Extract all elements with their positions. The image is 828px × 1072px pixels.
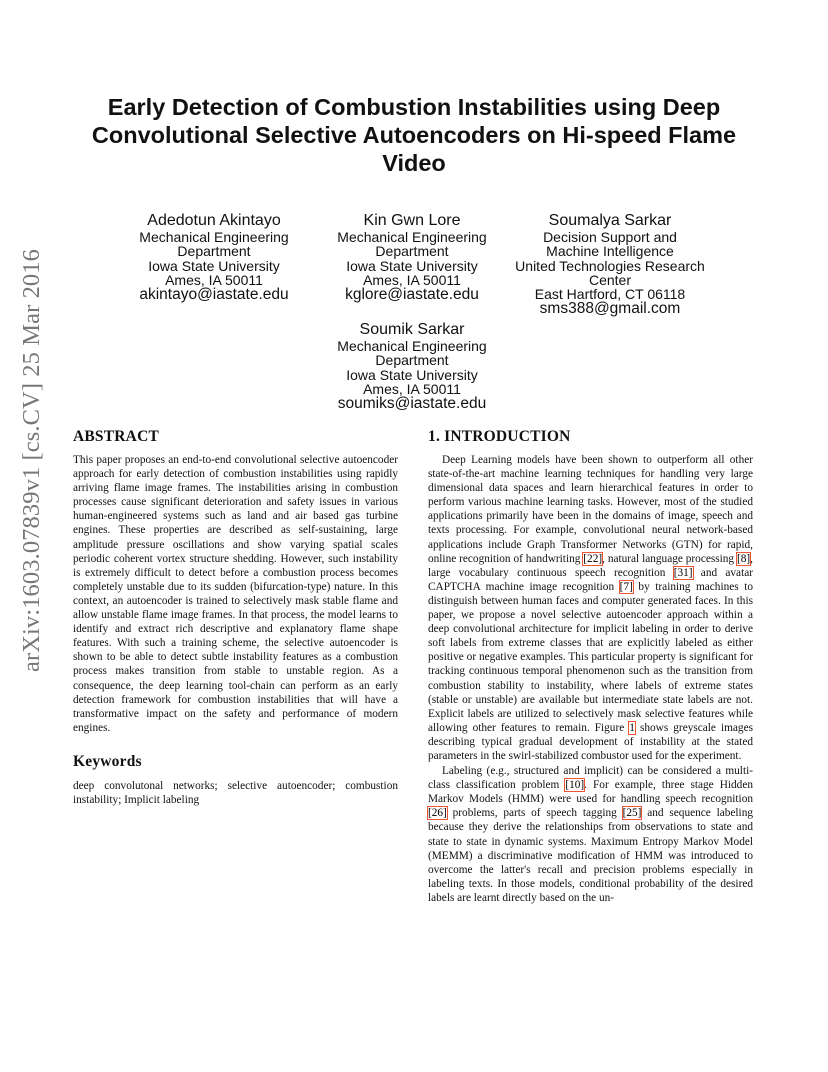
author-block-2 [318,211,506,303]
introduction-heading: 1. INTRODUCTION [428,428,571,445]
citation-link[interactable]: [26] [428,807,447,820]
author-affiliation-line: Ames, IA 50011 [363,271,461,288]
author-email: sms388@gmail.com [539,300,681,318]
author-affiliation-line: Ames, IA 50011 [165,271,263,288]
author-affiliation-line: Decision Support and [543,229,677,245]
author-affiliation-line: Iowa State University [148,257,280,274]
author-affiliation-line: Mechanical Engineering [337,229,487,245]
author-block-1 [120,211,308,303]
citation-link[interactable]: [22] [583,552,603,565]
text-run: Labeling (e.g., structured and implicit) can be considered a multi-class classification problem [428,765,753,792]
citation-link[interactable]: [8] [736,552,751,565]
author-name: Soumalya Sarkar [548,212,672,229]
author-affiliation-line: Department [375,352,449,369]
author-affiliation-line: East Hartford, CT 06118 [534,286,686,303]
author-email: akintayo@iastate.edu [139,286,289,304]
text-run: shows greyscale images describing typical gradual development of instability at the stated parameters in the swirl-stabilized combustor used for the experiment. [428,721,753,762]
text-run: and sequence labeling because they derive the relationships from observations to state and state to state in dynamic systems. Maximum Entropy Markov Model (MEMM) a discriminative modification of HMM was introduced to overcome the latter's recall and precision problems especially in labeling texts. In those models, conditional probability of the desired labels are learnt directly based on the un- [428,807,753,904]
author-block-4 [318,320,506,412]
author-affiliation-line: Mechanical Engineering [139,229,289,245]
introduction-paragraph-2 [428,764,753,905]
author-affiliation-line: Ames, IA 50011 [363,380,461,397]
keywords-text: deep convolutonal networks; selective autoencoder; combustion instability; Implicit labeling [73,779,398,806]
author-affiliation-line: Mechanical Engineering [337,338,487,354]
author-affiliation-line: Iowa State University [346,366,478,383]
text-run: . For example, three stage Hidden Markov Models (HMM) were used for handling speech recognition [428,779,753,806]
text-run: by training machines to distinguish between human faces and computer generated faces. In this paper, we propose a novel selective autoencoder approach within a deep convolutional architecture for implicit labeling in order to derive soft labels from extreme classes that are explicitly labeled as either positive or negative examples. This particular property is significant for tracking continuous temporal phenomenon such as the transition from combustion stability to instability, where labels of extreme states (stable or unstable) are available but intermediate state labels are not. Explicit labels are utilized to selectively mask selective features while allowing other features to remain. Figure [428,580,753,734]
author-name: Soumik Sarkar [359,321,465,338]
paper-title: Early Detection of Combustion Instabilities using Deep Convolutional Selective Autoencoders on Hi-speed Flame Video [91,94,737,176]
citation-link[interactable]: [31] [673,566,693,579]
left-column [73,427,398,807]
introduction-paragraph-1 [428,453,753,763]
arxiv-identifier-stamp: arXiv:1603.07839v1 [cs.CV] 25 Mar 2016 [18,249,45,672]
text-run: , large vocabulary continuous speech recognition [428,552,753,579]
citation-link[interactable]: [7] [619,580,633,593]
abstract-heading: ABSTRACT [73,428,160,445]
author-email: kglore@iastate.edu [345,286,479,304]
text-run: Deep Learning models have been shown to outperform all other state-of-the-art machine learning techniques for handling very large dimensional data spaces and learn hierarchical features in order to perform various machine learning tasks. However, most of the studied applications primarily have been in the domains of image, speech and texts processing. For example, convolutional neural network-based applications include Graph Transformer Networks (GTN) for rapid, online recognition of handwriting [428,454,753,565]
right-column [428,427,753,905]
author-affiliation-line: Department [177,243,251,260]
figure-link[interactable]: 1 [629,721,635,734]
author-affiliation-line: Department [375,243,449,260]
citation-link[interactable]: [10] [565,779,585,792]
author-email: soumiks@iastate.edu [337,395,487,413]
keywords-heading: Keywords [73,752,142,770]
author-affiliation-line: United Technologies Research [515,257,705,274]
text-run: problems, parts of speech tagging [446,807,623,820]
abstract-text: This paper proposes an end-to-end convolutional selective autoencoder approach for early detection of combustion instabilities using rapidly arriving flame image frames. The instabilities arising in combustion processes cause significant deterioration and safety issues in various human-engineered systems such as land and air based gas turbine engines. These properties are described as self-sustaining, large amplitude pressure oscillations and show varying spatial scales periodic coherent vortex structure shedding. However, such instability is extremely difficult to detect before a combustion process becomes completely unstable due to its sudden (bifurcation-type) nature. In this context, an autoencoder is trained to selectively mask stable flame and allow unstable flame image frames. In that process, the model learns to identify and extract rich descriptive and explanatory flame shape features. With such a training scheme, the selective autoencoder is shown to be able to detect subtle instability features as a combustion process makes transition from stable to unstable region. As a consequence, the deep learning tool-chain can perform as an early detection framework for combustion instabilities that will have a transformative impact on the safety and performance of modern engines. [73,454,398,734]
author-name: Adedotun Akintayo [147,212,281,229]
citation-link[interactable]: [25] [622,807,642,820]
author-affiliation-line: Center [588,271,632,288]
author-affiliation-line: Machine Intelligence [546,243,674,260]
author-name: Kin Gwn Lore [363,212,461,229]
author-block-3 [510,211,710,317]
author-affiliation-line: Iowa State University [346,257,478,274]
text-run: , natural language processing [602,552,737,565]
text-run: and avatar CAPTCHA machine image recognition [428,566,753,593]
